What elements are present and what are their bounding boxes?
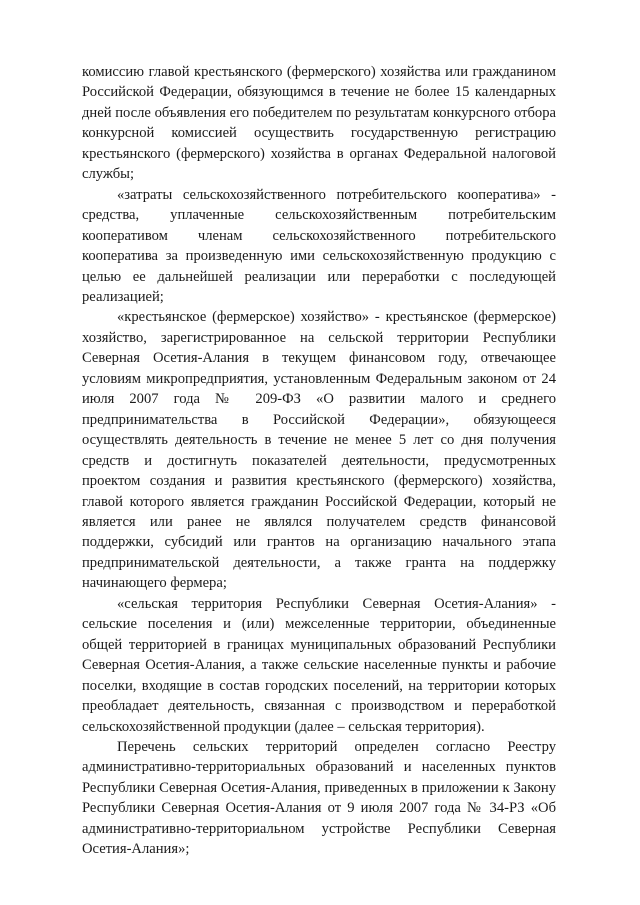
paragraph-territory-list: Перечень сельских территорий определен согласно Реестру административно-территориальных образований и населенных пунктов Республики Северная Осетия-Алания, приведенных в приложении к Закону Республики Северная Осетия-Алания от 9 июля 2007 года № 34-РЗ «Об административно-территориальном устройстве Республики Северная Осетия-Алания»;: [82, 738, 556, 858]
paragraph-continuation: комиссию главой крестьянского (фермерского) хозяйства или гражданином Российской Федерации, обязующимся в течение не более 15 календарных дней после объявления его победителем по результатам конкурсного отбора конкурсной комиссией осуществить государственную регистрацию крестьянского (фермерского) хозяйства в органах Федеральной налоговой службы;: [82, 64, 556, 183]
document-page: [82, 62, 556, 860]
paragraph-cooperative-costs: «затраты сельскохозяйственного потребительского кооператива» - средства, уплаченные сельскохозяйственным потребительским кооперативом членам сельскохозяйственного потребительского кооператива за произведенную ими сельскохозяйственную продукцию с целью ее дальнейшей реализации или переработки с последующей реализацией;: [82, 186, 556, 305]
paragraph-farm-definition: «крестьянское (фермерское) хозяйство» - крестьянское (фермерское) хозяйство, зарегистрированное на сельской территории Республики Северная Осетия-Алания в текущем финансовом году, отвечающее условиям микропредприятия, установленным Федеральным законом от 24 июля 2007 года № 209-ФЗ «О развитии малого и среднего предпринимательства в Российской Федерации», обязующееся осуществлять деятельность в течение не менее 5 лет со дня получения средств и достигнуть показателей деятельности, предусмотренных проектом создания и развития крестьянского (фермерского) хозяйства, главой которого является гражданин Российской Федерации, который не является или ранее не являлся получателем средств финансовой поддержки, субсидий или грантов на организацию начального этапа предпринимательской деятельности, а также гранта на поддержку начинающего фермера;: [82, 309, 556, 592]
paragraph-rural-territory: «сельская территория Республики Северная Осетия-Алания» - сельские поселения и (или) межселенные территории, объединенные общей территорией в границах муниципальных образований Республики Северная Осетия-Алания, а также сельские населенные пункты и рабочие поселки, входящие в состав городских поселений, на территории которых преобладает деятельность, связанная с производством и переработкой сельскохозяйственной продукции (далее – сельская территория).: [82, 595, 556, 735]
